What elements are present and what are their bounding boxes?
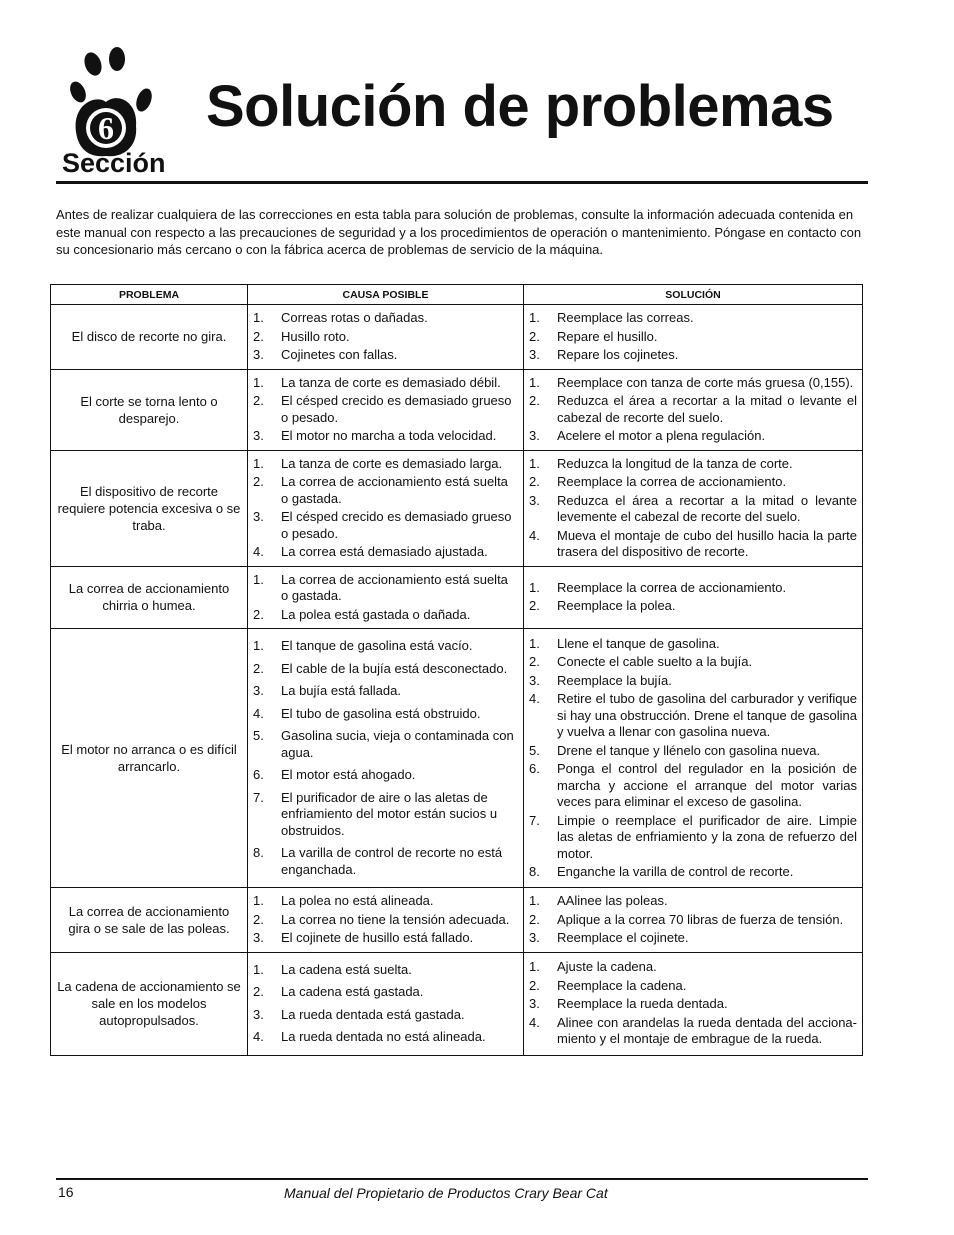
item-number: 2. bbox=[529, 474, 540, 489]
item-number: 3. bbox=[529, 347, 540, 362]
footer-text: Manual del Propietario de Productos Crary Bear Cat bbox=[284, 1185, 608, 1201]
cause-item bbox=[253, 347, 518, 364]
item-number: 3. bbox=[253, 347, 264, 362]
item-text: Conecte el cable suelto a la bujía. bbox=[557, 654, 753, 669]
item-number: 3. bbox=[253, 930, 264, 945]
item-text: Reemplace la cadena. bbox=[557, 977, 687, 993]
cause-item bbox=[253, 767, 518, 784]
item-number: 5. bbox=[529, 742, 540, 758]
solution-item bbox=[529, 329, 857, 346]
item-text: Limpie o reemplace el purificador de aire. Limpie las aletas de enfriamiento y la zona de refuerzo del motor. bbox=[557, 812, 857, 861]
solution-item bbox=[529, 978, 857, 995]
solution-cell bbox=[524, 952, 863, 1055]
item-text: Reemplace con tanza de corte más gruesa (0,155). bbox=[557, 374, 854, 390]
problem-cell: La correa de accionamiento gira o se sale de las poleas. bbox=[51, 888, 248, 953]
item-number: 3. bbox=[529, 930, 540, 945]
solution-item bbox=[529, 347, 857, 364]
cause-item bbox=[253, 456, 518, 473]
item-text: La correa no tiene la tensión adecuada. bbox=[281, 911, 510, 927]
table-row bbox=[51, 305, 863, 370]
solution-item bbox=[529, 580, 857, 597]
table-row bbox=[51, 888, 863, 953]
item-number: 3. bbox=[529, 672, 540, 688]
problem-cell: El corte se torna lento o desparejo. bbox=[51, 369, 248, 450]
item-text: La correa de accionamiento está suelta o gastada. bbox=[281, 474, 508, 506]
item-text: La correa está demasiado ajustada. bbox=[281, 544, 488, 559]
solution-item bbox=[529, 375, 857, 392]
item-number: 1. bbox=[253, 374, 264, 390]
solution-item bbox=[529, 813, 857, 863]
item-text: Aplique a la correa 70 libras de fuerza de tensión. bbox=[557, 911, 844, 927]
page-number: 16 bbox=[58, 1184, 74, 1200]
solution-item bbox=[529, 959, 857, 976]
item-text: Correas rotas o dañadas. bbox=[281, 310, 428, 325]
item-text: Reduzca el área a recortar a la mitad o levante el cabezal de recorte del suelo. bbox=[557, 393, 857, 425]
item-text: La rueda dentada no está alineada. bbox=[281, 1029, 486, 1044]
cause-list bbox=[253, 456, 518, 561]
item-number: 3. bbox=[253, 428, 264, 443]
item-number: 4. bbox=[529, 691, 540, 706]
item-number: 1. bbox=[253, 638, 264, 653]
item-text: Retire el tubo de gasolina del carburador y verifique si hay una obstrucción. Drene el tanque de gasolina y vuelva a llenar con gasolina nueva. bbox=[557, 691, 857, 739]
item-text: Drene el tanque y llénelo con gasolina nueva. bbox=[557, 742, 821, 758]
solution-item bbox=[529, 528, 857, 561]
section-label: Sección bbox=[62, 148, 166, 178]
item-text: El tanque de gasolina está vacío. bbox=[281, 638, 473, 653]
cause-item bbox=[253, 893, 518, 910]
solution-item bbox=[529, 598, 857, 615]
item-text: Repare el husillo. bbox=[557, 328, 658, 344]
item-number: 3. bbox=[529, 428, 540, 443]
item-number: 3. bbox=[253, 509, 264, 524]
item-number: 1. bbox=[529, 579, 540, 595]
solution-cell bbox=[524, 629, 863, 888]
item-text: Husillo roto. bbox=[281, 328, 350, 344]
problem-cell: El motor no arranca o es difícil arrancarlo. bbox=[51, 629, 248, 888]
solution-item bbox=[529, 912, 857, 929]
item-number: 6. bbox=[253, 767, 264, 782]
cause-list bbox=[253, 962, 518, 1046]
footer-rule bbox=[56, 1178, 868, 1180]
solution-item bbox=[529, 673, 857, 690]
item-number: 2. bbox=[253, 660, 264, 676]
solution-list bbox=[529, 375, 857, 445]
item-number: 1. bbox=[529, 893, 540, 908]
item-text: Reemplace la polea. bbox=[557, 598, 676, 614]
solution-item bbox=[529, 930, 857, 947]
item-text: El tubo de gasolina está obstruido. bbox=[281, 705, 481, 721]
item-text: El motor está ahogado. bbox=[281, 767, 416, 782]
solution-cell bbox=[524, 450, 863, 566]
item-number: 2. bbox=[253, 606, 264, 622]
cause-item bbox=[253, 607, 518, 624]
cause-cell bbox=[248, 888, 524, 953]
item-number: 2. bbox=[529, 598, 540, 614]
cause-item bbox=[253, 790, 518, 840]
item-text: Mueva el montaje de cubo del husillo hacia la parte trasera del dispositivo de recorte. bbox=[557, 527, 857, 559]
solution-item bbox=[529, 393, 857, 426]
cause-item bbox=[253, 706, 518, 723]
item-number: 1. bbox=[529, 455, 540, 471]
item-number: 2. bbox=[253, 328, 264, 344]
item-text: Reemplace la rueda dentada. bbox=[557, 996, 728, 1012]
item-number: 2. bbox=[529, 977, 540, 993]
item-text: Reemplace las correas. bbox=[557, 310, 694, 325]
item-number: 2. bbox=[253, 984, 264, 999]
item-number: 4. bbox=[253, 705, 264, 721]
cause-item bbox=[253, 375, 518, 392]
item-number: 2. bbox=[253, 911, 264, 927]
solution-list bbox=[529, 959, 857, 1048]
item-number: 3. bbox=[529, 492, 540, 508]
cause-item bbox=[253, 572, 518, 605]
item-text: El césped crecido es demasiado grueso o pesado. bbox=[281, 393, 512, 425]
item-text: La bujía está fallada. bbox=[281, 683, 401, 698]
item-number: 2. bbox=[253, 393, 264, 408]
page-title: Solución de problemas bbox=[206, 74, 834, 139]
solution-item bbox=[529, 996, 857, 1013]
solution-cell bbox=[524, 566, 863, 629]
item-number: 4. bbox=[529, 527, 540, 543]
problem-cell: La cadena de accionamiento se sale en los modelos autopropulsados. bbox=[51, 952, 248, 1055]
table-row bbox=[51, 952, 863, 1055]
solution-item bbox=[529, 864, 857, 881]
item-number: 2. bbox=[529, 328, 540, 344]
table-row bbox=[51, 566, 863, 629]
cause-item bbox=[253, 984, 518, 1001]
item-text: La cadena está gastada. bbox=[281, 984, 424, 999]
solution-item bbox=[529, 636, 857, 653]
header-cause: CAUSA POSIBLE bbox=[248, 285, 524, 305]
solution-item bbox=[529, 1015, 857, 1048]
item-text: Gasolina sucia, vieja o contaminada con agua. bbox=[281, 728, 514, 760]
table-header-row bbox=[51, 285, 863, 305]
solution-item bbox=[529, 691, 857, 741]
item-number: 8. bbox=[529, 864, 540, 879]
item-number: 1. bbox=[529, 374, 540, 390]
item-text: La polea no está alineada. bbox=[281, 893, 434, 908]
item-text: La varilla de control de recorte no está enganchada. bbox=[281, 845, 503, 877]
item-number: 3. bbox=[253, 683, 264, 698]
solution-cell bbox=[524, 305, 863, 370]
item-text: La rueda dentada está gastada. bbox=[281, 1006, 465, 1022]
item-text: Repare los cojinetes. bbox=[557, 347, 679, 362]
cause-item bbox=[253, 661, 518, 678]
solution-item bbox=[529, 761, 857, 811]
solution-item bbox=[529, 456, 857, 473]
item-text: Alinee con arandelas la rueda dentada del acciona-miento y el montaje de embrague de la rueda. bbox=[557, 1014, 857, 1047]
cause-list bbox=[253, 310, 518, 364]
solution-item bbox=[529, 654, 857, 671]
solution-item bbox=[529, 428, 857, 445]
table-row bbox=[51, 629, 863, 888]
problem-cell: El dispositivo de recorte requiere potencia excesiva o se traba. bbox=[51, 450, 248, 566]
cause-item bbox=[253, 1029, 518, 1046]
cause-item bbox=[253, 544, 518, 561]
solution-item bbox=[529, 893, 857, 910]
item-number: 7. bbox=[253, 789, 264, 805]
problem-cell: El disco de recorte no gira. bbox=[51, 305, 248, 370]
item-number: 1. bbox=[253, 893, 264, 908]
item-text: Reemplace el cojinete. bbox=[557, 930, 689, 945]
solution-cell bbox=[524, 888, 863, 953]
cause-cell bbox=[248, 450, 524, 566]
item-text: Reduzca el área a recortar a la mitad o levante levemente el cabezal de recorte del suelo. bbox=[557, 492, 857, 524]
item-text: El purificador de aire o las aletas de enfriamiento del motor están sucios u obstruidos. bbox=[281, 789, 498, 838]
item-number: 1. bbox=[253, 310, 264, 325]
item-text: Cojinetes con fallas. bbox=[281, 347, 398, 362]
item-number: 2. bbox=[529, 911, 540, 927]
item-text: AAlinee las poleas. bbox=[557, 893, 668, 908]
cause-item bbox=[253, 428, 518, 445]
item-text: La polea está gastada o dañada. bbox=[281, 606, 471, 622]
item-number: 8. bbox=[253, 845, 264, 860]
item-text: Enganche la varilla de control de recorte. bbox=[557, 864, 794, 879]
cause-cell bbox=[248, 566, 524, 629]
intro-paragraph: Antes de realizar cualquiera de las correcciones en esta tabla para solución de problemas, consulte la información adecuada contenida en este manual con respecto a las precauciones de seguridad y a los procedimientos de operación o mantenimiento. Póngase en contacto con su concesionario más cercano o con la fábrica acerca de problemas de servicio de la máquina. bbox=[56, 207, 862, 257]
item-number: 6. bbox=[529, 761, 540, 776]
table-row bbox=[51, 369, 863, 450]
cause-item bbox=[253, 638, 518, 655]
item-text: La tanza de corte es demasiado larga. bbox=[281, 455, 503, 471]
item-text: Ajuste la cadena. bbox=[557, 959, 657, 975]
cause-cell bbox=[248, 952, 524, 1055]
cause-item bbox=[253, 962, 518, 979]
cause-item bbox=[253, 329, 518, 346]
item-number: 5. bbox=[253, 728, 264, 743]
item-number: 1. bbox=[253, 961, 264, 977]
solution-list bbox=[529, 636, 857, 881]
header-problem: PROBLEMA bbox=[51, 285, 248, 305]
cause-item bbox=[253, 474, 518, 507]
item-text: Reduzca la longitud de la tanza de corte. bbox=[557, 455, 793, 471]
solution-item bbox=[529, 743, 857, 760]
item-number: 2. bbox=[529, 654, 540, 669]
item-text: Acelere el motor a plena regulación. bbox=[557, 428, 766, 443]
item-text: Reemplace la bujía. bbox=[557, 672, 672, 688]
solution-item bbox=[529, 493, 857, 526]
cause-item bbox=[253, 930, 518, 947]
item-text: El césped crecido es demasiado grueso o pesado. bbox=[281, 509, 512, 541]
item-number: 7. bbox=[529, 812, 540, 828]
table-row bbox=[51, 450, 863, 566]
cause-item bbox=[253, 912, 518, 929]
cause-list bbox=[253, 572, 518, 624]
item-number: 1. bbox=[253, 455, 264, 471]
solution-item bbox=[529, 310, 857, 327]
problem-cell: La correa de accionamiento chirria o humea. bbox=[51, 566, 248, 629]
cause-item bbox=[253, 1007, 518, 1024]
item-number: 4. bbox=[529, 1014, 540, 1030]
cause-cell bbox=[248, 305, 524, 370]
cause-list bbox=[253, 375, 518, 445]
cause-item bbox=[253, 728, 518, 761]
item-number: 1. bbox=[529, 310, 540, 325]
item-number: 3. bbox=[529, 996, 540, 1012]
cause-item bbox=[253, 845, 518, 878]
item-text: El motor no marcha a toda velocidad. bbox=[281, 428, 497, 443]
cause-item bbox=[253, 683, 518, 700]
cause-item bbox=[253, 509, 518, 542]
solution-cell bbox=[524, 369, 863, 450]
item-number: 2. bbox=[529, 393, 540, 408]
item-number: 1. bbox=[529, 635, 540, 651]
cause-list bbox=[253, 893, 518, 947]
solution-item bbox=[529, 474, 857, 491]
item-text: La correa de accionamiento está suelta o gastada. bbox=[281, 571, 508, 603]
cause-list bbox=[253, 638, 518, 878]
item-number: 4. bbox=[253, 544, 264, 559]
item-text: El cojinete de husillo está fallado. bbox=[281, 930, 474, 945]
troubleshooting-table bbox=[50, 284, 863, 1056]
item-text: Reemplace la correa de accionamiento. bbox=[557, 474, 787, 489]
item-text: Ponga el control del regulador en la posición de marcha y accione el arranque del motor varias veces para eliminar el exceso de gasolina. bbox=[557, 761, 857, 809]
cause-cell bbox=[248, 629, 524, 888]
item-text: El cable de la bujía está desconectado. bbox=[281, 660, 508, 676]
item-number: 1. bbox=[529, 959, 540, 975]
solution-list bbox=[529, 456, 857, 561]
section-number: 6 bbox=[98, 110, 114, 146]
solution-list bbox=[529, 580, 857, 615]
item-number: 1. bbox=[253, 571, 264, 587]
item-number: 2. bbox=[253, 474, 264, 489]
header-solution: SOLUCIÓN bbox=[524, 285, 863, 305]
item-text: La tanza de corte es demasiado débil. bbox=[281, 374, 501, 390]
item-number: 4. bbox=[253, 1029, 264, 1044]
item-number: 3. bbox=[253, 1006, 264, 1022]
cause-item bbox=[253, 393, 518, 426]
item-text: La cadena está suelta. bbox=[281, 961, 412, 977]
item-text: Reemplace la correa de accionamiento. bbox=[557, 579, 787, 595]
solution-list bbox=[529, 893, 857, 947]
header-rule bbox=[56, 181, 868, 184]
solution-list bbox=[529, 310, 857, 364]
cause-item bbox=[253, 310, 518, 327]
cause-cell bbox=[248, 369, 524, 450]
item-text: Llene el tanque de gasolina. bbox=[557, 635, 720, 651]
